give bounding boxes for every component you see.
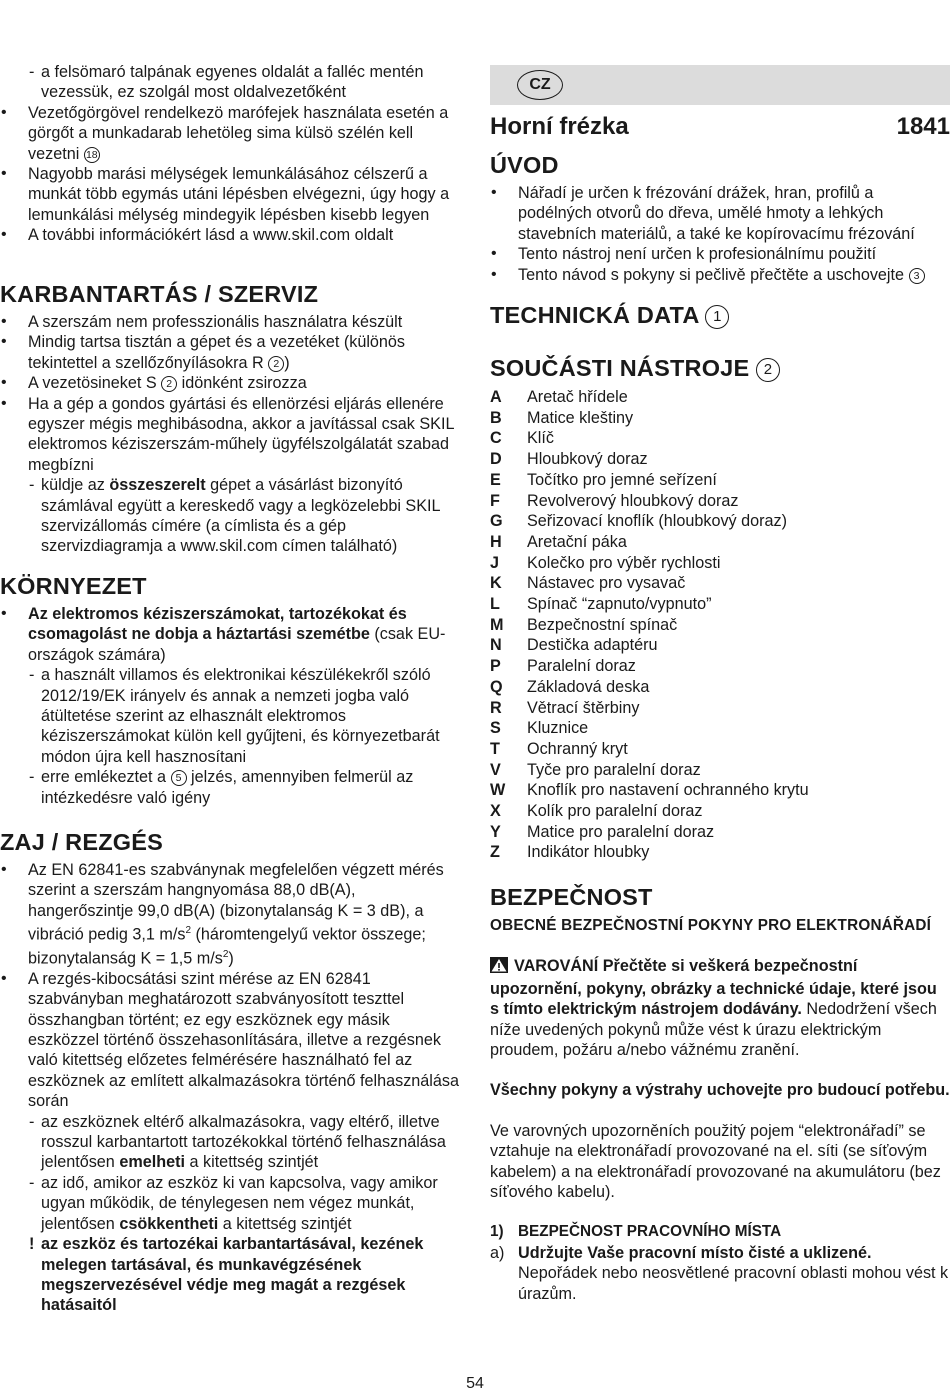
section-intro [490,150,950,285]
list-item: • Tento návod s pokyny si pečlivě přečtěte a uschovejte 3 [490,265,950,285]
part-key: C [490,429,502,448]
numbered-heading: 1) BEZPEČNOST PRACOVNÍHO MÍSTA [490,1223,782,1241]
part-key: Z [490,843,500,862]
section-heading: SOUČÁSTI NÁSTROJE 2 [490,353,950,383]
part-item [490,511,950,532]
page-number: 54 [466,1375,484,1392]
intro-block [0,62,462,246]
section-heading: KÖRNYEZET [0,573,147,599]
part-key: H [490,532,502,551]
part-key: A [490,388,502,406]
section-environment [0,571,462,808]
list-item: - a felsömaró talpának egyenes oldalát a falléc mentén vezessük, ez szolgál most oldalvezetőként [0,62,462,103]
part-key: J [490,553,500,572]
part-item [490,553,950,574]
list-item: • Tento nástroj není určen k profesionálnímu použití [490,244,950,264]
part-label: Revolverový hloubkový doraz [527,491,739,510]
part-key: V [490,760,501,779]
part-item [490,573,950,594]
part-label: Paralelní doraz [527,657,636,676]
part-label: Větrací štěrbiny [527,698,640,717]
list-item: • A rezgés-kibocsátási szint mérése az EN 62841 szabványban meghatározott szabványosított teszttel összhangban történt; ez egy eszköznek egy másik eszközzel történő összehasonlítására, illetve a rezgésnek való kitettség előzetes felmérésére használható fel az eszköznek az említett alkalmazásokra történő felhasználása során [0,969,462,1112]
part-label: Hloubkový doraz [527,450,648,469]
reference-number-icon: 2 [161,376,177,392]
part-key: P [490,657,501,676]
list-item: a) Udržujte Vaše pracovní místo čisté a uklizené. Nepořádek nebo neosvětlené pracovní oblasti mohou vést k úrazům. [490,1243,949,1303]
part-item [490,594,950,615]
reference-number-icon: 2 [756,358,780,382]
part-key: T [490,739,500,758]
part-item [490,635,950,656]
part-key: Y [490,822,501,841]
part-item [490,532,950,553]
part-item [490,387,950,408]
keep-instructions: Všechny pokyny a výstrahy uchovejte pro budoucí potřebu. [490,1081,950,1100]
part-item [490,801,950,822]
list-item: • Ha a gép a gondos gyártási és ellenörzési eljárás ellenére egyszer mégis meghibásodna, akkor a javítással csak SKIL elektromos kéziszerszám-műhely ügyfélszolgálatát szabad megbízni [0,394,462,476]
part-item [490,718,950,739]
list-item: • Nářadí je určen k frézování drážek, hran, profilů a podélných otvorů do dřeva, umělé hmoty a lehkých stavebních materiálů, a také ke kopírovacímu frézování [490,183,950,244]
subheading: OBECNÉ BEZPEČNOSTNÍ POKYNY PRO ELEKTRONÁŘADÍ [490,917,932,934]
part-item [490,470,950,491]
language-badge: CZ [517,70,563,100]
list-item: • Nagyobb marási mélységek lemunkálásához célszerű a munkát több egymás utáni lépésben elvégezni, úgy hogy a lemunkálási mélység mindegyik lépésben kisebb legyen [0,164,462,225]
part-item [490,760,950,781]
part-key: B [490,408,502,427]
part-key: N [490,636,502,655]
parts-list [490,387,950,863]
part-item [490,615,950,636]
section-heading: KARBANTARTÁS / SZERVIZ [0,281,319,307]
section-heading: ZAJ / REZGÉS [0,829,164,855]
product-title: Horní frézka [490,113,629,140]
warning-triangle-icon [490,957,508,978]
part-item [490,491,950,512]
section-heading: BEZPEČNOST [490,884,653,910]
part-label: Nástavec pro vysavač [527,574,686,593]
part-label: Ochranný kryt [527,739,628,758]
part-label: Klíč [527,429,554,448]
part-key: D [490,450,502,469]
language-bar [490,65,950,105]
part-item [490,822,950,843]
part-item [490,780,950,801]
term-definition: Ve varovných upozorněních použitý pojem “elektronářadí” se vztahuje na elektronářadí provozované na el. síti (se síťovým kabelem) a na elektronářadí provozované na akumulátoru (bez síťového kabelu). [490,1121,941,1202]
part-label: Tyče pro paralelní doraz [527,760,701,779]
part-item [490,408,950,429]
part-item [490,677,950,698]
list-item: • A vezetösineket S 2 idönként zsirozza [0,373,462,393]
part-item [490,698,950,719]
part-key: M [490,615,504,634]
section-technical-data [490,300,950,330]
list-item: • Az EN 62841-es szabványnak megfelelően végzett mérés szerint a szerszám hangnyomása 88,0 dB(A), hangerőszintje 99,0 dB(A) (bizonytalanság K = 3 dB), a vibráció pedig 3,1 $m/s^2$ (háromtengelyű vektor összege; bizonytalanság K = 1,5 $m/s^2$) [0,860,462,969]
part-label: Knoflík pro nastavení ochranného krytu [527,781,809,800]
section-safety [490,882,950,1304]
reference-number-icon: 5 [171,770,187,786]
reference-number-icon: 1 [705,305,729,329]
part-label: Aretač hřídele [527,388,628,406]
part-label: Kluznice [527,719,589,738]
model-number: 1841 [896,113,950,140]
list-item: • A szerszám nem professzionális használatra készült [0,312,462,332]
list-item: - a használt villamos és elektronikai készülékekről szóló 2012/19/EK irányelv és annak a nemzeti jogba való átültetése szerint az elhasznált elektromos kéziszerszámokat külön kell gyűjteni, és környezetbarát módon újra kell hasznosítani [0,665,462,767]
part-item [490,428,950,449]
part-item [490,449,950,470]
part-label: Destička adaptéru [527,636,658,655]
reference-number-icon: 18 [84,147,100,163]
section-heading: ÚVOD [490,152,559,178]
part-label: Matice kleštiny [527,408,634,427]
list-item: - erre emlékeztet a 5 jelzés, amennyiben felmerül az intézkedésre való igény [0,767,462,808]
list-item: • Mindig tartsa tisztán a gépet és a vezetéket (különös tekintettel a szellőzőnyílásokra R 2 ) [0,332,462,373]
section-heading: TECHNICKÁ DATA 1 [490,300,950,330]
list-item: • A további információkért lásd a www.skil.com oldalt [0,225,462,245]
part-key: S [490,719,501,738]
list-item: - küldje az összeszerelt gépet a vásárlást bizonyító számlával együtt a kereskedő vagy a legközelebbi SKIL szervizállomás címére (a címlista és a gép szervizdiagramja a www.skil.com címen található) [0,475,462,557]
part-item [490,842,950,863]
part-key: W [490,781,506,800]
part-label: Spínač “zapnuto/vypnuto” [527,595,712,614]
part-key: R [490,698,502,717]
part-label: Seřizovací knoflík (hloubkový doraz) [527,512,788,531]
part-key: G [490,512,503,531]
section-parts [490,353,950,863]
part-label: Aretační páka [527,532,627,551]
part-label: Základová deska [527,677,650,696]
reference-number-icon: 2 [268,356,284,372]
list-item: • Az elektromos kéziszerszámokat, tartozékokat és csomagolást ne dobja a háztartási szemétbe (csak EU-országok számára) [0,604,462,665]
part-key: L [490,595,500,614]
section-noise-vibration [0,827,462,1316]
part-key: Q [490,677,503,696]
reference-number-icon: 3 [909,268,925,284]
part-key: F [490,491,500,510]
part-label: Matice pro paralelní doraz [527,822,715,841]
part-label: Kolečko pro výběr rychlosti [527,553,721,572]
section-maintenance [0,279,462,557]
part-label: Kolík pro paralelní doraz [527,802,703,821]
part-key: K [490,574,502,593]
part-label: Indikátor hloubky [527,843,650,862]
part-key: E [490,470,501,489]
list-item: • Vezetőgörgövel rendelkezö marófejek használata esetén a görgőt a munkadarab lehetöleg sima külsö szélén kell vezetni 18 [0,103,462,164]
part-key: X [490,802,501,821]
product-title-row [490,113,950,145]
part-label: Točítko pro jemné seřízení [527,470,717,489]
part-item [490,656,950,677]
list-item: ! az eszköz és tartozékai karbantartásával, kezének melegen tartásával, és munkavégzésének megszervezésével védje meg magát a rezgések hatásaitól [29,1235,424,1315]
part-item [490,739,950,760]
part-label: Bezpečnostní spínač [527,615,678,634]
list-item: - az eszköznek eltérő alkalmazásokra, vagy eltérő, illetve rosszul karbantartott tartozékokkal történő felhasználása jelentősen emelheti a kitettség szintjét [0,1112,462,1173]
warning-paragraph: VAROVÁNÍ Přečtěte si veškerá bezpečnostní upozornění, pokyny, obrázky a technické údaje, které jsou s tímto elektrickým nástrojem dodávány. Nedodržení všech níže uvedených pokynů může vést k úrazu elektrickým proudem, požáru a/nebo vážnému zranění. [490,957,937,1060]
list-item: - az idő, amikor az eszköz ki van kapcsolva, vagy amikor ugyan működik, de ténylegesen nem végez munkát, jelentősen csökkentheti a kitettség szintjét [0,1173,462,1234]
